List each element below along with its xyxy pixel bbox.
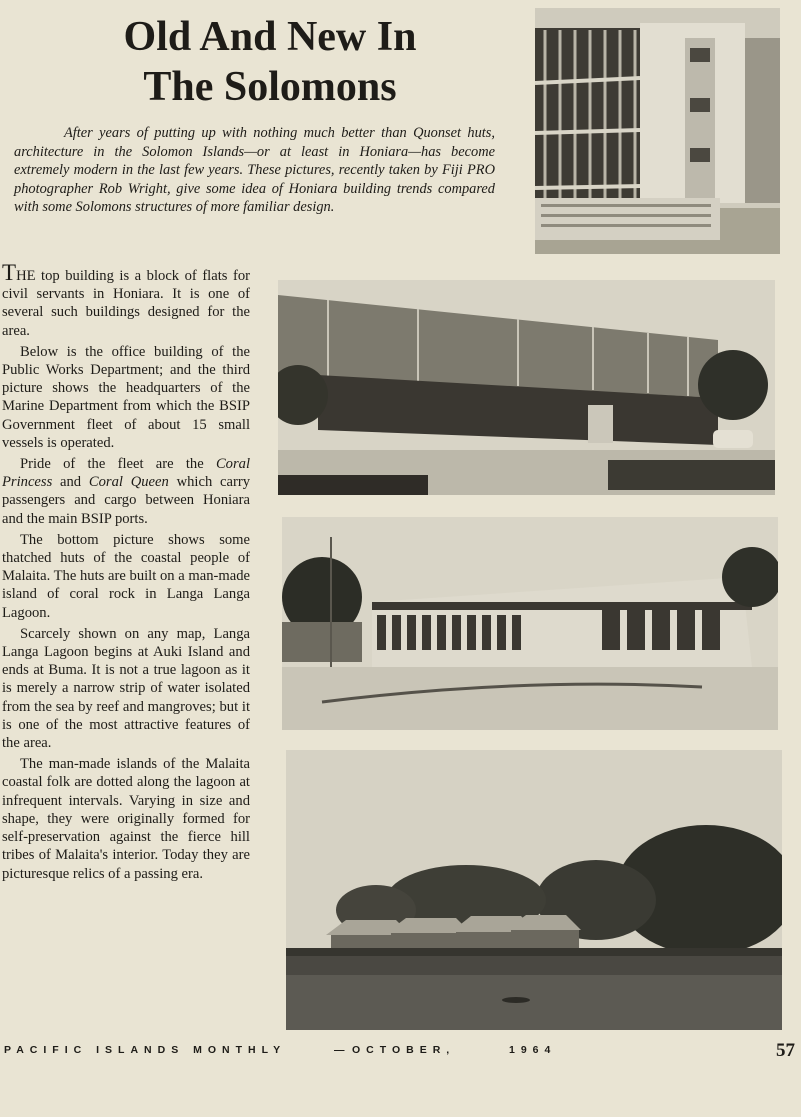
p3-lead: Pride of the fleet are the: [20, 456, 216, 473]
footer-separator: —: [334, 1044, 351, 1056]
body-paragraph-1-text: HE top building is a block of flats for civil servants in Honiara. It is one of several such buildings designed for the area.: [2, 268, 250, 339]
p3-tail: which carry passengers and cargo between Honiara and the main BSIP ports.: [2, 474, 250, 527]
p3-join: and: [52, 474, 89, 491]
article-title: [30, 12, 510, 112]
body-paragraph-3: [2, 455, 250, 528]
page-number: 57: [776, 1040, 795, 1061]
photo-thatched-huts: [286, 750, 782, 1030]
title-line-1: Old And New In: [123, 14, 417, 60]
footer-publication: PACIFIC ISLANDS MONTHLY: [4, 1044, 287, 1056]
body-paragraph-6: The man-made islands of the Malaita coastal folk are dotted along the lagoon at infrequent intervals. Varying in size and shape, they were originally formed for self-preservation against the fierce hill tribes of Malaita's interior. Today they are picturesque relics of a passing era.: [2, 756, 250, 882]
drop-cap: T: [2, 260, 17, 285]
footer-month: OCTOBER,: [352, 1044, 456, 1056]
ship-name-coral-queen: Coral Queen: [88, 474, 169, 491]
title-line-2: The Solomons: [143, 64, 397, 110]
body-paragraph-5: Scarcely shown on any map, Langa Langa Lagoon begins at Auki Island and ends at Buma. It is not a true lagoon as it is merely a narrow strip of water isolated from the sea by reef and mangroves; but it is one of the most attractive features of the area.: [2, 625, 250, 752]
photo-public-works-office: [278, 280, 775, 495]
footer-year: 1964: [509, 1044, 557, 1056]
intro-paragraph: After years of putting up with nothing much better than Quonset huts, architecture in the Solomon Islands—or at least in Honiara—has become extremely modern in the last few years. These pictures, recently taken by Fiji PRO photographer Rob Wright, give some idea of Honiara building trends compared with some Solomons structures of more familiar design.: [14, 125, 495, 216]
photo-flats-building: [535, 8, 780, 254]
photo-marine-department: [282, 517, 778, 730]
body-paragraph-4: The bottom picture shows some thatched huts of the coastal people of Malaita. The huts are built on a man-made island of coral rock in Langa Langa Lagoon.: [2, 531, 250, 621]
body-paragraph-1: [2, 260, 250, 340]
body-paragraph-2: Below is the office building of the Public Works Department; and the third picture shows the headquarters of the Marine Department from which the BSIP Government fleet of about 15 small vessels is operated.: [2, 343, 250, 451]
article-body: [2, 260, 250, 886]
ship-name-coral-princess: Coral Princess: [2, 456, 250, 491]
